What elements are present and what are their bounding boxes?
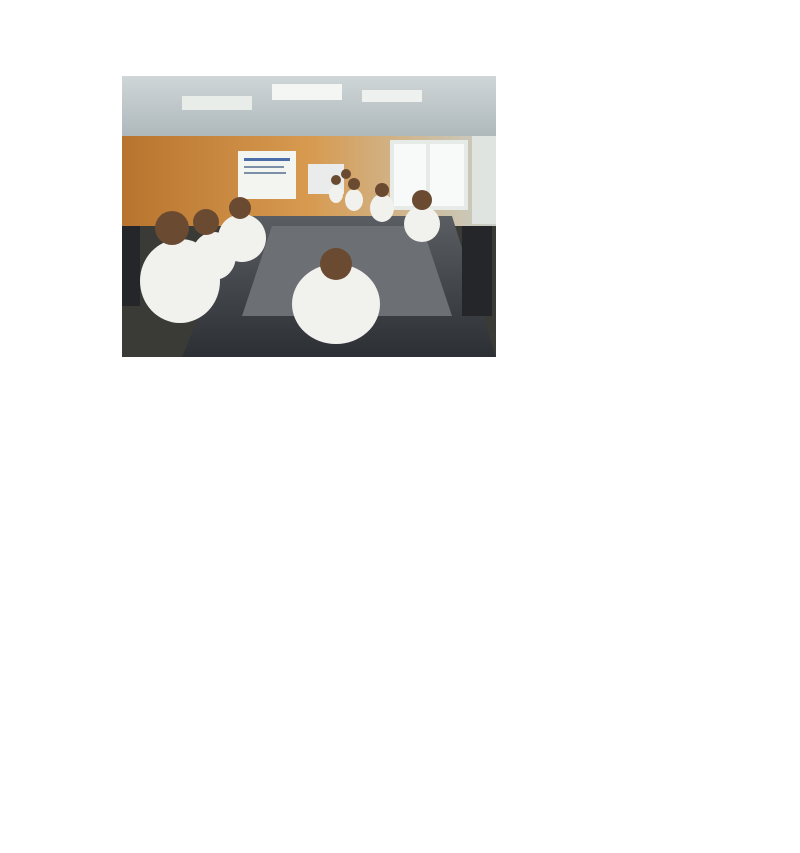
meeting-photo [122,76,496,357]
meeting-scene-image [122,76,496,357]
